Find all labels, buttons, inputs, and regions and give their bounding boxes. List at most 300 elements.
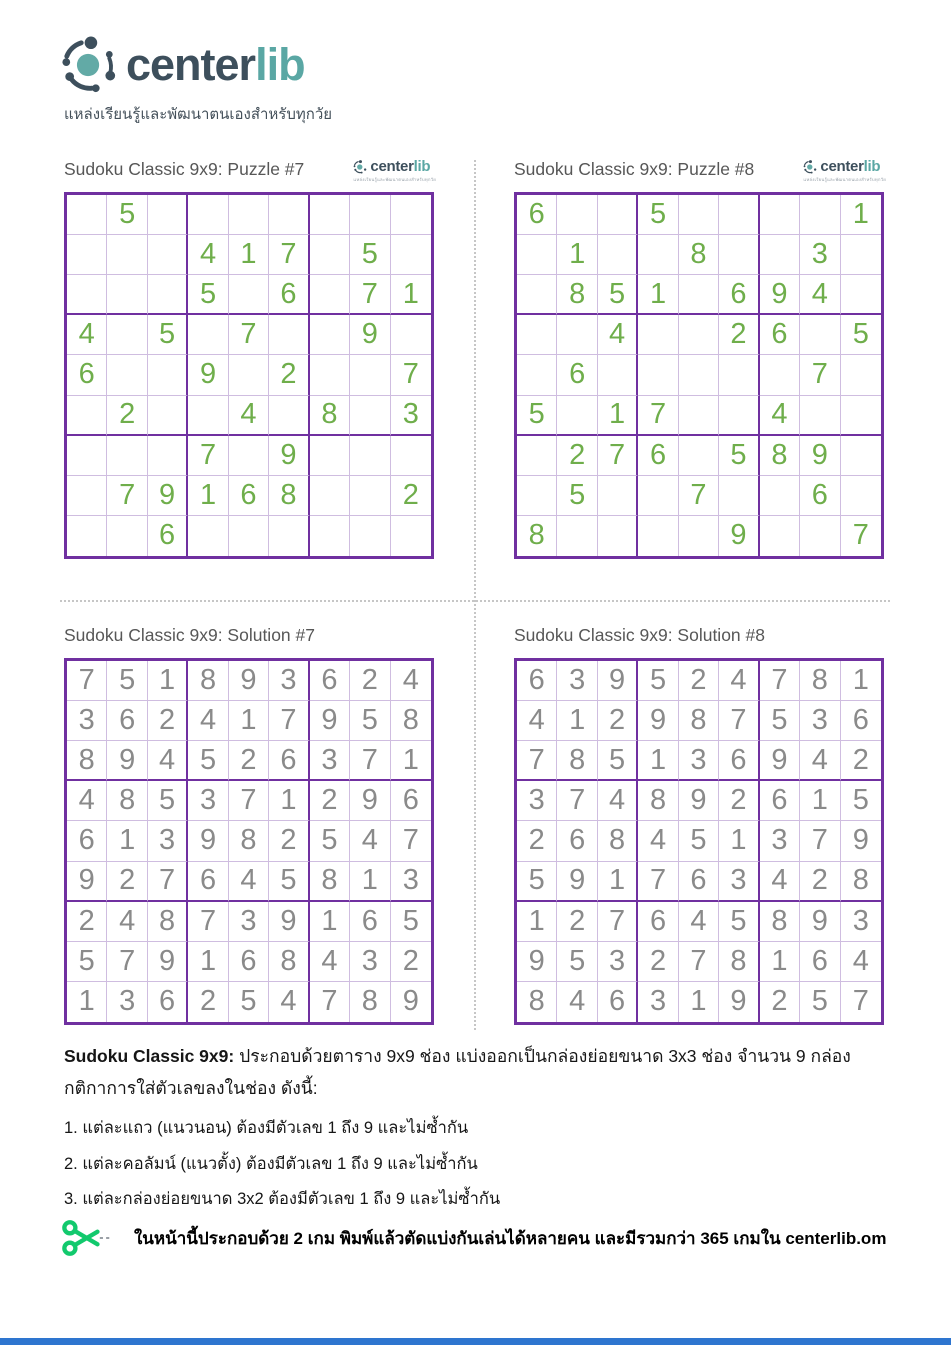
sudoku-cell: 7	[269, 701, 309, 741]
sudoku-cell: 1	[800, 781, 840, 821]
sudoku-cell: 3	[841, 902, 881, 942]
sudoku-cell	[679, 436, 719, 476]
sudoku-cell: 2	[557, 902, 597, 942]
sudoku-cell: 9	[229, 661, 269, 701]
sudoku-cell: 8	[679, 235, 719, 275]
sudoku-cell	[598, 235, 638, 275]
sudoku-cell: 5	[188, 741, 228, 781]
sudoku-cell	[107, 275, 147, 315]
sudoku-cell: 4	[188, 701, 228, 741]
sudoku-cell	[391, 436, 431, 476]
sudoku-cell: 6	[841, 701, 881, 741]
sudoku-cell: 9	[638, 701, 678, 741]
sudoku-cell	[557, 516, 597, 556]
sudoku-cell: 9	[800, 436, 840, 476]
sudoku-cell	[638, 315, 678, 355]
mini-brand-logo	[803, 156, 886, 183]
sudoku-cell	[638, 355, 678, 395]
mini-brand-logo	[353, 156, 436, 183]
sudoku-cell: 6	[760, 781, 800, 821]
sudoku-cell: 9	[350, 781, 390, 821]
sudoku-cell	[517, 275, 557, 315]
sudoku-cell: 8	[598, 821, 638, 861]
footer-note: ในหน้านี้ประกอบด้วย 2 เกม พิมพ์แล้วตัดแบ่งกันเล่นได้หลายคน และมีรวมกว่า 365 เกมใน centerlib.om	[134, 1228, 887, 1248]
sudoku-cell	[107, 436, 147, 476]
sudoku-cell: 2	[391, 476, 431, 516]
sudoku-cell	[719, 195, 759, 235]
sudoku-cell	[310, 355, 350, 395]
section-solution-7	[64, 622, 436, 1025]
sudoku-cell: 1	[638, 741, 678, 781]
sudoku-cell: 8	[229, 821, 269, 861]
centerlib-logo-icon	[353, 160, 367, 174]
cut-line-vertical	[474, 160, 476, 1030]
sudoku-cell: 1	[391, 741, 431, 781]
sudoku-cell: 5	[148, 315, 188, 355]
sudoku-cell: 2	[148, 701, 188, 741]
sudoku-cell: 4	[679, 902, 719, 942]
sudoku-cell: 8	[719, 942, 759, 982]
sudoku-cell: 7	[598, 902, 638, 942]
sudoku-cell: 2	[310, 781, 350, 821]
sudoku-cell	[841, 355, 881, 395]
instructions-intro	[64, 1040, 896, 1105]
sudoku-cell: 8	[841, 862, 881, 902]
sudoku-cell: 5	[719, 902, 759, 942]
sudoku-cell: 5	[67, 942, 107, 982]
sudoku-cell: 3	[188, 781, 228, 821]
sudoku-cell	[719, 235, 759, 275]
sudoku-cell	[391, 516, 431, 556]
sudoku-cell: 3	[557, 661, 597, 701]
sudoku-cell: 9	[557, 862, 597, 902]
sudoku-cell: 6	[350, 902, 390, 942]
sudoku-cell: 6	[229, 476, 269, 516]
sudoku-cell	[760, 355, 800, 395]
sudoku-cell	[269, 516, 309, 556]
sudoku-cell	[719, 476, 759, 516]
sudoku-cell: 6	[800, 942, 840, 982]
sudoku-cell: 8	[638, 781, 678, 821]
sudoku-cell: 7	[638, 396, 678, 436]
sudoku-cell: 4	[841, 942, 881, 982]
sudoku-cell	[310, 436, 350, 476]
sudoku-cell	[638, 516, 678, 556]
sudoku-cell: 4	[67, 781, 107, 821]
sudoku-cell: 5	[679, 821, 719, 861]
sudoku-cell: 9	[719, 982, 759, 1022]
brand-logo	[60, 36, 332, 94]
mini-brand-name	[820, 158, 880, 175]
sudoku-cell: 4	[598, 781, 638, 821]
sudoku-grid-puzzle-8	[514, 192, 884, 559]
sudoku-cell: 1	[598, 862, 638, 902]
sudoku-cell: 3	[598, 942, 638, 982]
sudoku-cell: 8	[107, 781, 147, 821]
mini-brand-name-secondary: lib	[863, 158, 881, 175]
sudoku-cell: 5	[841, 315, 881, 355]
sudoku-cell	[229, 275, 269, 315]
sudoku-cell	[350, 355, 390, 395]
sudoku-cell: 4	[107, 902, 147, 942]
rule-item-3: 3. แต่ละกล่องย่อยขนาด 3x2 ต้องมีตัวเลข 1 ถึง 9 และไม่ซ้ำกัน	[64, 1190, 501, 1209]
mini-brand-name	[370, 158, 430, 175]
sudoku-cell	[679, 516, 719, 556]
sudoku-cell: 8	[350, 982, 390, 1022]
section-title-puzzle-7: Sudoku Classic 9x9: Puzzle #7	[64, 159, 305, 179]
sudoku-cell: 9	[350, 315, 390, 355]
sudoku-cell: 2	[679, 661, 719, 701]
sudoku-cell	[517, 436, 557, 476]
sudoku-cell: 7	[517, 741, 557, 781]
sudoku-cell	[391, 195, 431, 235]
sudoku-cell: 7	[800, 355, 840, 395]
sudoku-cell: 2	[841, 741, 881, 781]
sudoku-cell: 5	[310, 821, 350, 861]
sudoku-cell: 7	[148, 862, 188, 902]
sudoku-cell: 9	[841, 821, 881, 861]
sudoku-cell	[310, 315, 350, 355]
centerlib-logo-icon	[60, 36, 118, 94]
sudoku-cell: 1	[841, 661, 881, 701]
sudoku-cell: 9	[598, 661, 638, 701]
sudoku-cell: 4	[148, 741, 188, 781]
sudoku-cell	[350, 516, 390, 556]
sudoku-cell	[638, 476, 678, 516]
sudoku-cell	[148, 195, 188, 235]
sudoku-cell: 8	[760, 902, 800, 942]
sudoku-cell: 5	[760, 701, 800, 741]
sudoku-cell: 7	[679, 476, 719, 516]
sudoku-cell: 3	[350, 942, 390, 982]
sudoku-cell: 1	[517, 902, 557, 942]
sudoku-cell: 3	[517, 781, 557, 821]
sudoku-cell	[67, 476, 107, 516]
sudoku-cell: 2	[517, 821, 557, 861]
sudoku-cell: 8	[67, 741, 107, 781]
sudoku-cell: 2	[269, 355, 309, 395]
sudoku-cell: 1	[760, 942, 800, 982]
sudoku-cell	[760, 476, 800, 516]
sudoku-cell: 5	[350, 701, 390, 741]
section-title-solution-7: Sudoku Classic 9x9: Solution #7	[64, 625, 315, 645]
rule-item-2: 2. แต่ละคอลัมน์ (แนวตั้ง) ต้องมีตัวเลข 1 ถึง 9 และไม่ซ้ำกัน	[64, 1154, 478, 1173]
sudoku-cell	[517, 315, 557, 355]
sudoku-cell: 5	[391, 902, 431, 942]
header	[60, 36, 332, 126]
sudoku-cell	[391, 235, 431, 275]
sudoku-cell: 5	[107, 661, 147, 701]
sudoku-cell: 3	[67, 701, 107, 741]
sudoku-cell	[148, 355, 188, 395]
sudoku-cell	[67, 396, 107, 436]
sudoku-cell: 8	[188, 661, 228, 701]
sudoku-cell	[148, 235, 188, 275]
sudoku-cell	[310, 235, 350, 275]
sudoku-cell: 7	[557, 781, 597, 821]
sudoku-cell: 2	[800, 862, 840, 902]
centerlib-logo-icon	[803, 160, 817, 174]
sudoku-cell: 1	[107, 821, 147, 861]
sudoku-cell	[598, 516, 638, 556]
sudoku-cell: 3	[800, 235, 840, 275]
sudoku-cell	[760, 195, 800, 235]
sudoku-cell: 9	[402, 985, 419, 1018]
sudoku-cell: 1	[269, 781, 309, 821]
sudoku-cell: 6	[760, 315, 800, 355]
sudoku-cell: 8	[557, 741, 597, 781]
sudoku-cell	[107, 315, 147, 355]
sudoku-cell: 1	[229, 701, 269, 741]
sudoku-cell: 6	[679, 862, 719, 902]
sudoku-cell: 7	[760, 661, 800, 701]
sudoku-cell: 6	[557, 821, 597, 861]
sudoku-cell: 4	[310, 942, 350, 982]
sudoku-cell	[107, 355, 147, 395]
sudoku-cell: 5	[148, 781, 188, 821]
sudoku-cell: 8	[800, 661, 840, 701]
mini-brand-name-primary: center	[370, 158, 414, 175]
sudoku-cell: 6	[310, 661, 350, 701]
sudoku-cell	[679, 396, 719, 436]
sudoku-cell: 2	[719, 781, 759, 821]
sudoku-cell: 5	[517, 396, 557, 436]
sudoku-cell: 2	[760, 982, 800, 1022]
instructions	[64, 1040, 896, 1212]
sudoku-cell: 3	[107, 982, 147, 1022]
sudoku-cell	[841, 436, 881, 476]
sudoku-cell: 1	[557, 701, 597, 741]
sudoku-cell: 3	[148, 821, 188, 861]
sudoku-cell: 7	[107, 476, 147, 516]
sudoku-cell: 4	[800, 741, 840, 781]
sudoku-cell: 2	[269, 821, 309, 861]
sudoku-cell: 6	[269, 741, 309, 781]
sudoku-cell	[107, 516, 147, 556]
sudoku-cell: 6	[800, 476, 840, 516]
sudoku-cell: 3	[719, 862, 759, 902]
sudoku-cell: 5	[557, 476, 597, 516]
sudoku-cell: 8	[517, 516, 557, 556]
sudoku-cell: 1	[841, 195, 881, 235]
sudoku-cell: 5	[719, 436, 759, 476]
sudoku-cell: 3	[229, 902, 269, 942]
sudoku-cell: 4	[800, 275, 840, 315]
sudoku-cell: 9	[760, 741, 800, 781]
brand-name	[126, 39, 305, 91]
sudoku-cell	[517, 355, 557, 395]
sudoku-cell: 9	[719, 516, 759, 556]
sudoku-cell: 6	[67, 821, 107, 861]
sudoku-cell	[841, 476, 881, 516]
mini-brand-tagline: แหล่งเรียนรู้และพัฒนาตนเองสำหรับทุกวัย	[353, 177, 436, 182]
mini-brand-tagline: แหล่งเรียนรู้และพัฒนาตนเองสำหรับทุกวัย	[803, 177, 886, 182]
sudoku-cell: 5	[557, 942, 597, 982]
sudoku-cell: 6	[719, 275, 759, 315]
sudoku-cell	[638, 235, 678, 275]
sudoku-cell: 9	[517, 942, 557, 982]
sudoku-cell: 8	[517, 982, 557, 1022]
sudoku-cell: 6	[719, 741, 759, 781]
sudoku-cell	[800, 315, 840, 355]
sudoku-cell: 7	[800, 821, 840, 861]
sudoku-cell	[269, 195, 309, 235]
sudoku-cell: 9	[310, 701, 350, 741]
sudoku-cell: 3	[679, 741, 719, 781]
sudoku-cell: 3	[391, 396, 431, 436]
sudoku-cell: 6	[188, 862, 228, 902]
sudoku-cell: 7	[679, 942, 719, 982]
sudoku-cell	[67, 275, 107, 315]
section-puzzle-8	[514, 156, 886, 559]
sudoku-cell	[269, 396, 309, 436]
sudoku-cell	[229, 355, 269, 395]
mini-brand-name-primary: center	[820, 158, 864, 175]
brand-tagline: แหล่งเรียนรู้และพัฒนาตนเองสำหรับทุกวัย	[64, 106, 333, 123]
sudoku-cell: 4	[350, 821, 390, 861]
sudoku-cell: 4	[229, 396, 269, 436]
sudoku-cell	[148, 275, 188, 315]
sudoku-cell: 6	[638, 436, 678, 476]
sudoku-cell: 3	[269, 661, 309, 701]
sudoku-cell: 7	[350, 741, 390, 781]
sudoku-cell	[350, 476, 390, 516]
sudoku-grid-solution-8	[514, 658, 884, 1025]
sudoku-cell	[391, 315, 431, 355]
sudoku-cell: 4	[760, 396, 800, 436]
sudoku-cell: 7	[391, 821, 431, 861]
sudoku-cell: 2	[391, 942, 431, 982]
brand-name-primary: center	[126, 39, 256, 90]
sudoku-cell	[188, 315, 228, 355]
sudoku-cell: 6	[517, 661, 557, 701]
sudoku-cell: 6	[391, 781, 431, 821]
sudoku-cell: 7	[350, 275, 390, 315]
sudoku-cell: 9	[269, 902, 309, 942]
sudoku-cell: 2	[107, 862, 147, 902]
sudoku-cell: 5	[517, 862, 557, 902]
sudoku-cell: 4	[67, 315, 107, 355]
sudoku-cell: 7	[269, 235, 309, 275]
sudoku-cell: 8	[269, 942, 309, 982]
sudoku-cell: 6	[107, 701, 147, 741]
sudoku-cell: 7	[598, 436, 638, 476]
sudoku-cell: 7	[188, 436, 228, 476]
sudoku-cell: 5	[188, 275, 228, 315]
sudoku-cell	[841, 235, 881, 275]
sudoku-cell: 1	[188, 476, 228, 516]
sudoku-cell: 9	[107, 741, 147, 781]
sudoku-cell	[188, 396, 228, 436]
section-title-puzzle-8: Sudoku Classic 9x9: Puzzle #8	[514, 159, 755, 179]
sudoku-cell: 8	[557, 275, 597, 315]
sudoku-cell: 6	[598, 982, 638, 1022]
sudoku-cell: 4	[760, 862, 800, 902]
sudoku-cell: 1	[67, 982, 107, 1022]
sudoku-cell	[517, 235, 557, 275]
sudoku-cell: 3	[800, 701, 840, 741]
sudoku-cell	[679, 195, 719, 235]
instructions-intro-title: Sudoku Classic 9x9:	[64, 1046, 235, 1066]
sudoku-cell	[67, 195, 107, 235]
sudoku-cell: 1	[598, 396, 638, 436]
sudoku-cell: 9	[760, 275, 800, 315]
sudoku-cell: 1	[229, 235, 269, 275]
sudoku-cell: 5	[269, 862, 309, 902]
sudoku-cell: 2	[188, 982, 228, 1022]
sudoku-cell: 2	[350, 661, 390, 701]
sudoku-cell	[598, 476, 638, 516]
sudoku-cell	[800, 516, 840, 556]
sudoku-cell: 2	[229, 741, 269, 781]
sudoku-cell: 5	[229, 982, 269, 1022]
sudoku-cell: 9	[148, 942, 188, 982]
sudoku-grid-puzzle-7	[64, 192, 434, 559]
sudoku-cell: 8	[391, 701, 431, 741]
sudoku-cell: 7	[229, 781, 269, 821]
sudoku-cell: 1	[188, 942, 228, 982]
sudoku-cell	[760, 235, 800, 275]
sudoku-cell: 5	[598, 741, 638, 781]
sudoku-cell: 7	[391, 355, 431, 395]
sudoku-cell: 2	[107, 396, 147, 436]
sudoku-cell: 4	[598, 315, 638, 355]
sudoku-cell	[841, 275, 881, 315]
sudoku-cell: 6	[148, 516, 188, 556]
sudoku-cell: 7	[719, 701, 759, 741]
sudoku-cell	[557, 195, 597, 235]
section-solution-8	[514, 622, 886, 1025]
sudoku-cell: 6	[148, 982, 188, 1022]
sudoku-cell: 4	[638, 821, 678, 861]
sudoku-cell: 4	[517, 701, 557, 741]
sudoku-cell: 8	[148, 902, 188, 942]
sudoku-cell: 9	[148, 476, 188, 516]
sudoku-cell	[350, 396, 390, 436]
sudoku-cell: 1	[350, 862, 390, 902]
sudoku-cell: 4	[229, 862, 269, 902]
instructions-intro-text: ประกอบด้วยตาราง 9x9 ช่อง แบ่งออกเป็นกล่องย่อยขนาด 3x3 ช่อง จำนวน 9 กล่อง กติกาการใส่ตัวเลขลงในช่อง ดังนี้:	[64, 1046, 851, 1099]
sudoku-cell	[67, 436, 107, 476]
sudoku-cell: 2	[598, 701, 638, 741]
sudoku-cell: 8	[310, 396, 350, 436]
rule-item-1: 1. แต่ละแถว (แนวนอน) ต้องมีตัวเลข 1 ถึง 9 และไม่ซ้ำกัน	[64, 1118, 469, 1137]
sudoku-cell	[229, 516, 269, 556]
sudoku-cell: 7	[852, 519, 869, 552]
sudoku-cell	[188, 195, 228, 235]
sudoku-cell	[760, 516, 800, 556]
sudoku-cell	[350, 436, 390, 476]
sudoku-cell: 6	[229, 942, 269, 982]
sudoku-cell: 5	[598, 275, 638, 315]
sudoku-cell	[310, 195, 350, 235]
sudoku-cell	[148, 436, 188, 476]
sudoku-cell: 7	[67, 661, 107, 701]
sudoku-cell	[229, 195, 269, 235]
sudoku-cell: 3	[760, 821, 800, 861]
sudoku-cell	[517, 476, 557, 516]
sudoku-cell: 3	[310, 741, 350, 781]
sudoku-cell: 1	[719, 821, 759, 861]
sudoku-cell: 2	[557, 436, 597, 476]
sudoku-cell: 3	[391, 862, 431, 902]
sudoku-cell	[719, 355, 759, 395]
sudoku-cell: 5	[638, 661, 678, 701]
bottom-bar	[0, 1338, 951, 1345]
sudoku-cell	[269, 315, 309, 355]
sudoku-cell: 8	[760, 436, 800, 476]
sudoku-cell: 9	[679, 781, 719, 821]
